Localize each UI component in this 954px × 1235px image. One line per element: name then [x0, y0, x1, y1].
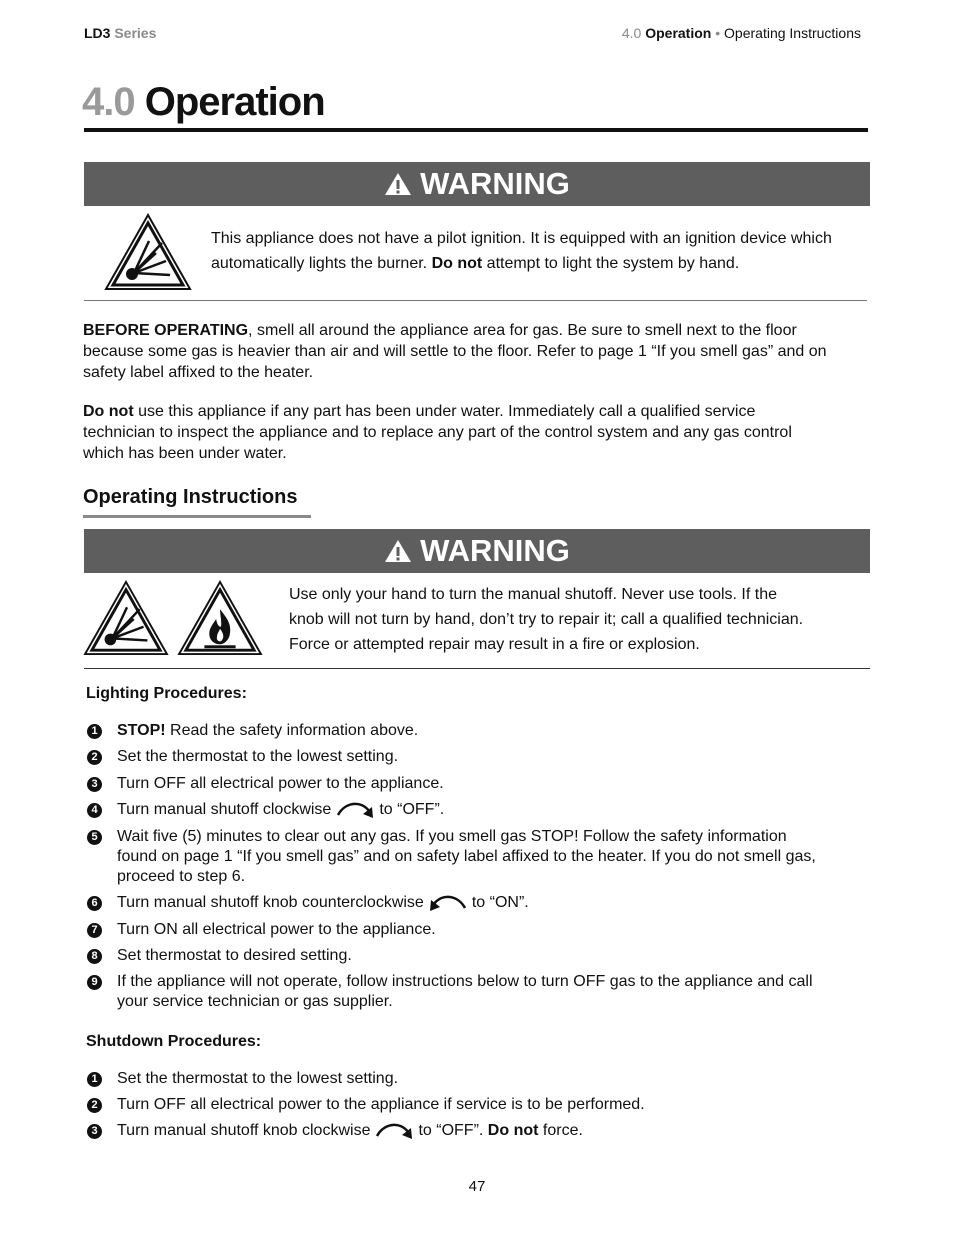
step-number: 4: [87, 803, 102, 818]
step-number: 3: [87, 777, 102, 792]
title-number: 4.0: [82, 80, 135, 124]
warning-1-line-2-pre: automatically lights the burner.: [211, 255, 432, 272]
para2-line-1: [83, 401, 883, 422]
warning-label-2: WARNING: [420, 533, 570, 568]
title-text: Operation: [144, 80, 325, 124]
step-line-1: Wait five (5) minutes to clear out any gas. If you smell gas STOP! Follow the safety information: [117, 828, 787, 845]
header-section-name: Operation: [645, 25, 712, 41]
step-number: 9: [87, 975, 102, 990]
lighting-step-6: [87, 893, 857, 913]
step-text: Set the thermostat to the lowest setting.: [117, 1070, 399, 1087]
warning-banner-2: [84, 529, 870, 573]
step-line-1: If the appliance will not operate, follow instructions below to turn OFF gas to the appliance and call: [117, 973, 813, 990]
para1-bold: BEFORE OPERATING: [83, 322, 249, 339]
explosion-hazard-icon: [104, 213, 192, 291]
divider-1: [84, 300, 867, 301]
page-number: 47: [468, 1178, 486, 1195]
step-text: Set thermostat to desired setting.: [117, 947, 352, 964]
shutdown-step-2: [87, 1095, 857, 1115]
warning-1-text: [211, 226, 832, 276]
step-text: Turn manual shutoff knob counterclockwise: [117, 894, 424, 912]
step-number: 5: [87, 830, 102, 845]
warning-2-line-3: Force or attempted repair may result in a fire or explosion.: [289, 636, 700, 653]
divider-2: [84, 668, 870, 669]
warning-2-text: [289, 582, 803, 657]
series-label: [84, 25, 156, 41]
step-line-2: found on page 1 “If you smell gas” and on safety label affixed to the heater. If you do not smell gas,: [117, 848, 816, 865]
step-text: Turn ON all electrical power to the appliance.: [117, 921, 436, 938]
step-text: Turn manual shutoff clockwise: [117, 801, 332, 819]
series-code: LD3: [84, 25, 111, 41]
warning-1-emphasis: Do not: [431, 255, 483, 272]
step-bold: Do not: [487, 1122, 539, 1140]
title-rule: [84, 128, 868, 132]
water-damage-paragraph: [83, 401, 883, 464]
step-number: 1: [87, 724, 102, 739]
series-word: Series: [114, 25, 157, 41]
warning-1-line-2: [211, 251, 832, 276]
step-text-post: to “OFF”.: [418, 1122, 488, 1140]
para2-bold: Do not: [83, 403, 134, 420]
para1-line-3: safety label affixed to the heater.: [83, 364, 314, 381]
warning-label-1: WARNING: [420, 166, 570, 201]
para1-line-2: because some gas is heavier than air and will settle to the floor. Refer to page 1 “If you smell gas” and on: [83, 343, 827, 360]
clockwise-arrow-icon: [374, 1121, 414, 1141]
lighting-step-8: [87, 946, 857, 966]
lighting-procedures-title: Lighting Procedures:: [86, 685, 247, 702]
header-section-num: 4.0: [621, 25, 642, 41]
step-number: 7: [87, 923, 102, 938]
para2-line-1-text: use this appliance if any part has been under water. Immediately call a qualified service: [133, 403, 756, 420]
clockwise-arrow-icon: [335, 800, 375, 820]
step-text-end: force.: [538, 1122, 583, 1140]
page-title: [82, 80, 325, 125]
fire-hazard-icon: [177, 580, 263, 656]
shutdown-step-1: [87, 1069, 857, 1089]
header-separator: •: [715, 25, 721, 41]
para1-line-1: [83, 320, 883, 341]
warning-2-line-2: knob will not turn by hand, don’t try to repair it; call a qualified technician.: [289, 611, 804, 628]
warning-2-line-1: Use only your hand to turn the manual shutoff. Never use tools. If the: [289, 586, 777, 603]
para2-line-3: which has been under water.: [83, 445, 287, 462]
shutdown-procedures-title: Shutdown Procedures:: [86, 1033, 262, 1050]
warning-triangle-icon: [384, 539, 412, 563]
step-number: 8: [87, 949, 102, 964]
lighting-step-9: [87, 972, 857, 1012]
lighting-step-2: [87, 747, 857, 767]
warning-1-line-1: This appliance does not have a pilot ignition. It is equipped with an ignition device which: [211, 230, 832, 247]
step-number: 1: [87, 1072, 102, 1087]
lighting-step-3: [87, 774, 857, 794]
step-text: Turn manual shutoff knob clockwise: [117, 1122, 371, 1140]
warning-1-line-2-post: attempt to light the system by hand.: [482, 255, 740, 272]
step-text-post: to “OFF”.: [379, 801, 445, 819]
step-text: Turn OFF all electrical power to the appliance.: [117, 775, 444, 792]
step-line-2: your service technician or gas supplier.: [117, 993, 393, 1010]
lighting-step-5: [87, 827, 857, 887]
step-bold: STOP!: [117, 722, 166, 739]
step-text: [117, 972, 857, 1012]
lighting-step-7: [87, 920, 857, 940]
step-text-post: to “ON”.: [471, 894, 529, 912]
warning-triangle-icon: [384, 172, 412, 196]
step-text: Turn OFF all electrical power to the appliance if service is to be performed.: [117, 1096, 645, 1113]
lighting-step-4: [87, 800, 857, 820]
warning-banner-1: [84, 162, 870, 206]
before-operating-paragraph: [83, 320, 883, 383]
header-subsection: Operating Instructions: [724, 25, 861, 41]
step-text: [117, 827, 857, 887]
running-header: [622, 25, 861, 41]
section-title-operating-instructions: Operating Instructions: [83, 486, 298, 508]
step-text: Set the thermostat to the lowest setting.: [117, 748, 399, 765]
step-number: 2: [87, 750, 102, 765]
lighting-step-1: [87, 721, 857, 741]
step-number: 2: [87, 1098, 102, 1113]
step-text: Read the safety information above.: [165, 722, 419, 739]
para2-line-2: technician to inspect the appliance and to replace any part of the control system and any gas control: [83, 424, 792, 441]
step-number: 6: [87, 896, 102, 911]
shutdown-step-3: [87, 1121, 857, 1141]
section-title-rule: [83, 515, 311, 518]
step-number: 3: [87, 1124, 102, 1139]
para1-line-1-text: , smell all around the appliance area for gas. Be sure to smell next to the floor: [248, 322, 797, 339]
step-line-3: proceed to step 6.: [117, 868, 246, 885]
counterclockwise-arrow-icon: [428, 893, 468, 913]
explosion-hazard-icon: [83, 580, 169, 656]
